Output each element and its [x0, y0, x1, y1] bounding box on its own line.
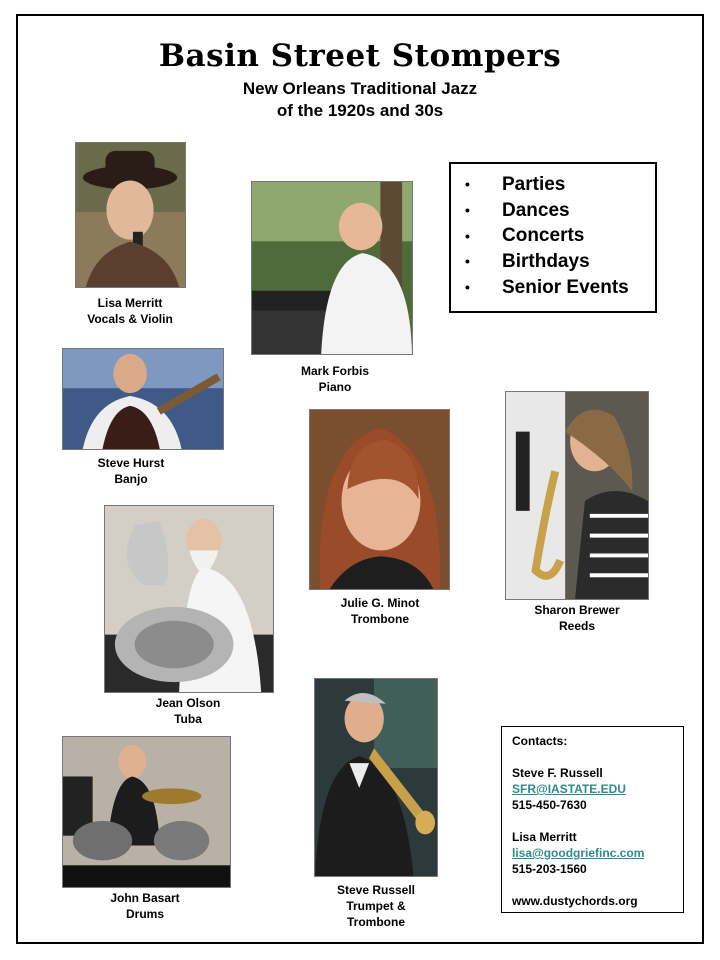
contacts-box: [501, 726, 684, 913]
page-title: Basin Street Stompers: [158, 38, 562, 74]
website-text: www.dustychords.org: [512, 894, 638, 908]
caption-jean-olson: [140, 695, 236, 727]
member-name: Sharon Brewer: [534, 603, 620, 617]
contact2-phone: 515-203-1560: [512, 862, 587, 876]
john-basart-photo: [62, 736, 231, 888]
sharon-brewer-photo: [505, 391, 649, 600]
lisa-merritt-photo: [75, 142, 186, 288]
event-label: Birthdays: [502, 251, 590, 273]
member-name: Jean Olson: [155, 696, 221, 710]
member-role: Tuba: [174, 712, 202, 726]
event-label: Dances: [502, 199, 570, 221]
member-role: Reeds: [558, 619, 596, 633]
event-item: • Parties: [465, 174, 566, 195]
member-role: Trumpet &: [346, 899, 406, 913]
member-name: Julie G. Minot: [340, 596, 420, 610]
event-item: • Concerts: [465, 225, 585, 247]
member-name: Mark Forbis: [300, 364, 369, 378]
steve-hurst-photo: [62, 348, 224, 450]
julie-minot-photo: [309, 409, 450, 590]
contact1-email-link[interactable]: SFR@IASTATE.EDU: [512, 782, 626, 796]
events-list-box: [449, 162, 657, 313]
mark-forbis-photo: [251, 181, 413, 355]
contact1-name: Steve F. Russell: [512, 766, 603, 780]
caption-john-basart: [90, 890, 200, 922]
member-role-line2: Trombone: [346, 915, 405, 929]
event-label: Concerts: [502, 225, 585, 247]
contact1-phone: 515-450-7630: [512, 798, 587, 812]
contacts-heading: Contacts:: [512, 734, 568, 748]
page-subtitle-line1: New Orleans Traditional Jazz: [242, 79, 478, 98]
member-name: Steve Hurst: [97, 456, 165, 470]
event-item: • Senior Events: [465, 276, 629, 298]
member-role: Banjo: [114, 472, 148, 486]
caption-lisa-merritt: [60, 295, 200, 327]
contact2-email-link[interactable]: lisa@goodgriefinc.com: [512, 846, 645, 860]
event-item: • Dances: [465, 199, 570, 221]
steve-russell-photo: [314, 678, 438, 877]
caption-sharon-brewer: [515, 602, 639, 634]
caption-steve-russell: [320, 882, 432, 930]
event-item: • Birthdays: [465, 251, 590, 273]
member-role: Vocals & Violin: [87, 312, 173, 326]
event-label: Senior Events: [502, 276, 629, 298]
caption-julie-minot: [320, 595, 440, 627]
jean-olson-photo: [104, 505, 274, 693]
member-name: Lisa Merritt: [97, 296, 163, 310]
event-label: Parties: [502, 174, 566, 195]
member-name: John Basart: [110, 891, 180, 905]
contact2-name: Lisa Merritt: [512, 830, 577, 844]
member-name: Steve Russell: [336, 883, 416, 897]
member-role: Piano: [318, 380, 352, 394]
member-role: Drums: [125, 907, 164, 921]
caption-mark-forbis: [270, 363, 400, 395]
member-role: Trombone: [350, 612, 409, 626]
caption-steve-hurst: [75, 455, 187, 487]
page-subtitle-line2: of the 1920s and 30s: [276, 101, 444, 120]
